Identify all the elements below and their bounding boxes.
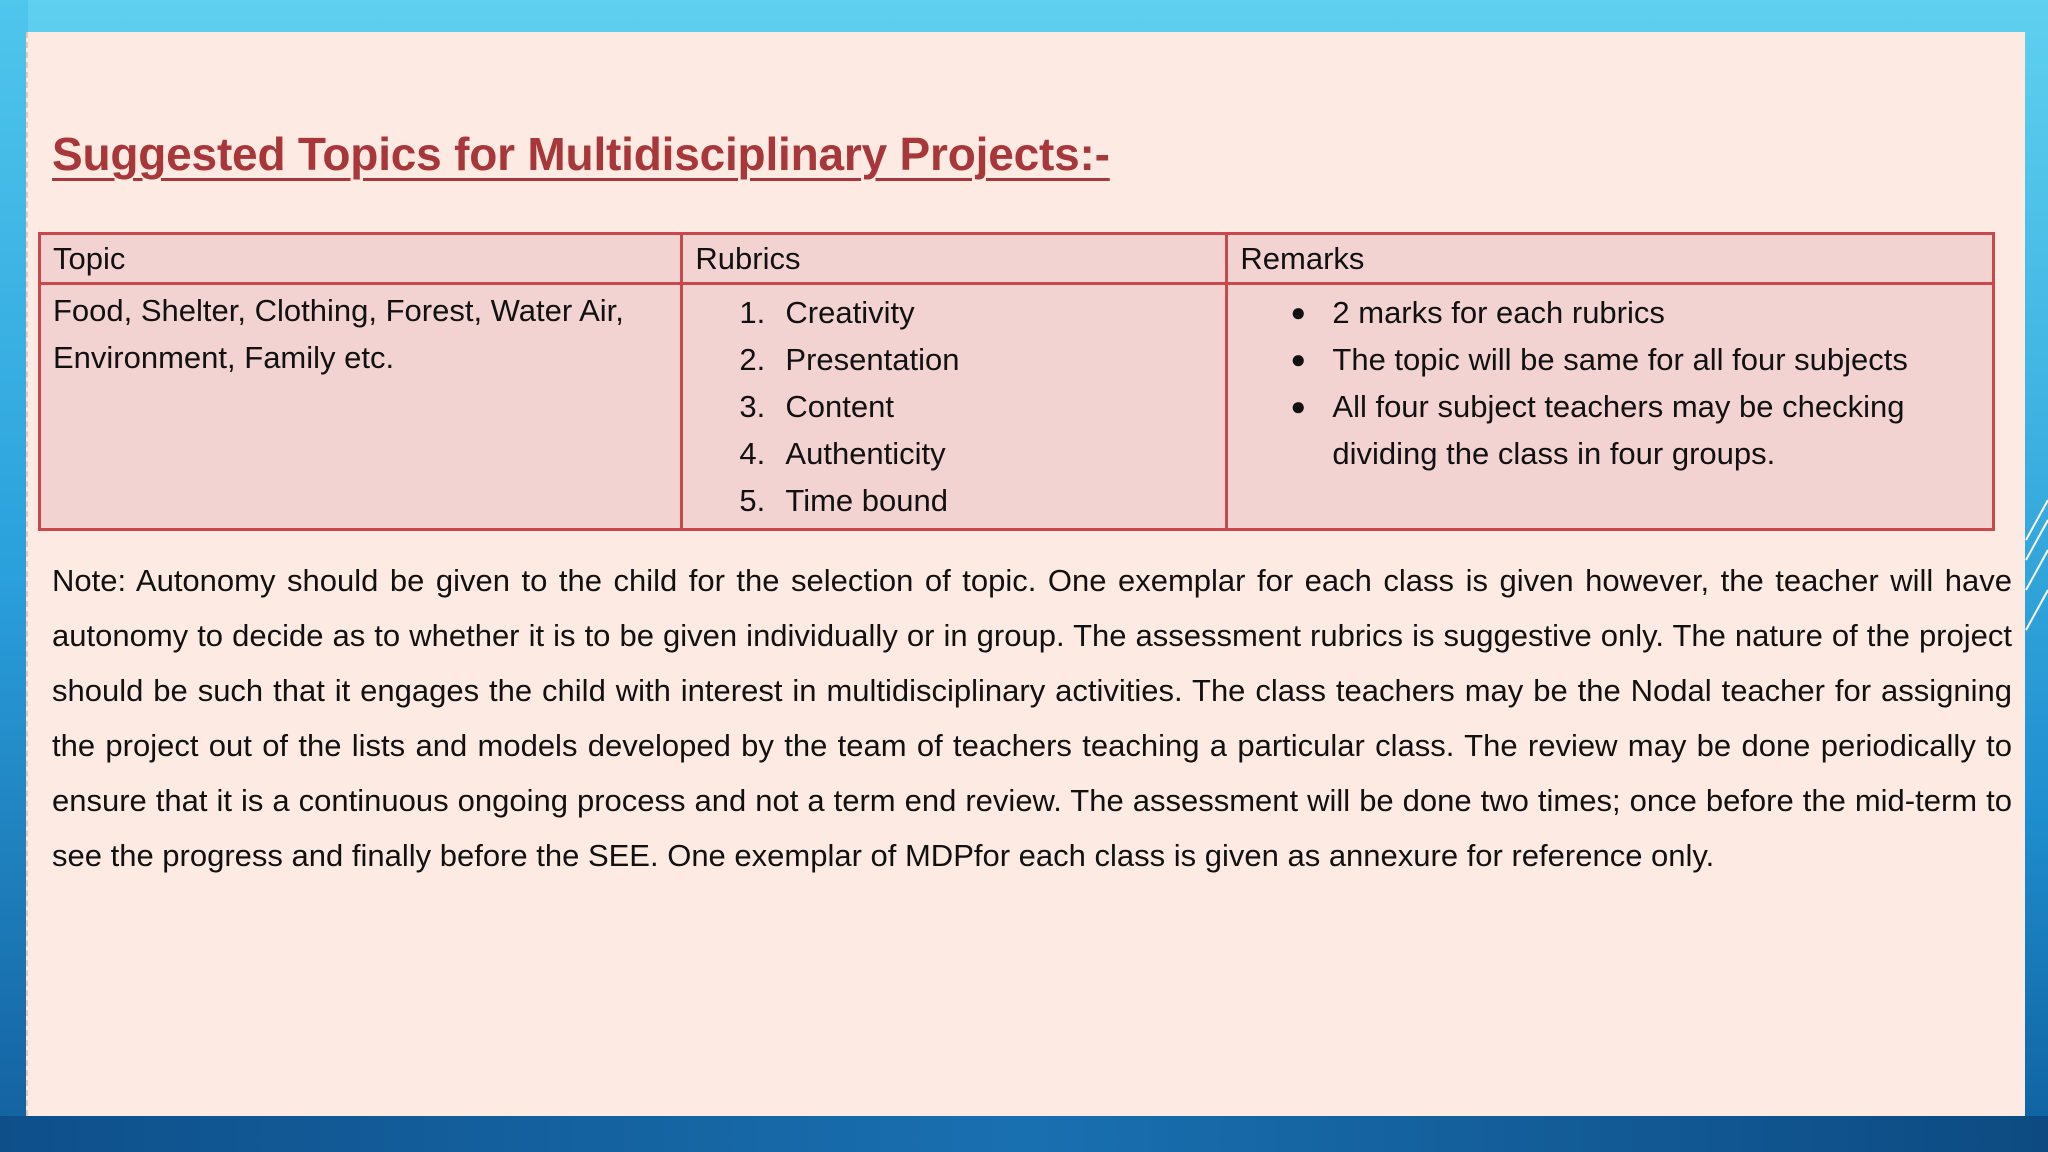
header-remarks: Remarks bbox=[1227, 234, 1994, 284]
header-topic: Topic bbox=[40, 234, 682, 284]
bullet-icon: ● bbox=[1290, 391, 1307, 421]
rubrics-list bbox=[695, 289, 1213, 524]
rubrics-cell bbox=[682, 284, 1227, 530]
table-row bbox=[40, 284, 1994, 530]
bullet-icon: ● bbox=[1290, 297, 1307, 327]
list-item bbox=[739, 430, 1213, 477]
remarks-list bbox=[1240, 289, 1980, 477]
rubric-text: Creativity bbox=[785, 295, 915, 330]
remark-text: All four subject teachers may be checking dividing the class in four groups. bbox=[1332, 389, 1905, 471]
remarks-cell bbox=[1227, 284, 1994, 530]
rubric-text: Presentation bbox=[785, 342, 960, 377]
list-item bbox=[1290, 336, 1980, 383]
topics-table bbox=[38, 232, 1995, 531]
rubric-text: Time bound bbox=[785, 483, 948, 518]
list-item bbox=[739, 477, 1213, 524]
remark-text: The topic will be same for all four subjects bbox=[1332, 342, 1908, 377]
list-item bbox=[739, 383, 1213, 430]
list-item bbox=[739, 336, 1213, 383]
list-number: 4. bbox=[739, 436, 766, 471]
rubric-text: Content bbox=[785, 389, 894, 424]
left-accent-strip bbox=[0, 0, 28, 1152]
list-item bbox=[1290, 383, 1980, 477]
table-header-row bbox=[40, 234, 1994, 284]
list-number: 1. bbox=[739, 295, 766, 330]
slide bbox=[26, 32, 2025, 1116]
topic-cell: Food, Shelter, Clothing, Forest, Water Air, Environment, Family etc. bbox=[40, 284, 682, 530]
list-item bbox=[1290, 289, 1980, 336]
note-paragraph: Note: Autonomy should be given to the child for the selection of topic. One exemplar for each class is given however, the teacher will have autonomy to decide as to whether it is to be given individually or in group. The assessment rubrics is suggestive only. The nature of the project should be such that it engages the child with interest in multidisciplinary activities. The class teachers may be the Nodal teacher for assigning the project out of the lists and models developed by the team of teachers teaching a particular class. The review may be done periodically to ensure that it is a continuous ongoing process and not a term end review. The assessment will be done two times; once before the mid-term to see the progress and finally before the SEE. One exemplar of MDPfor each class is given as annexure for reference only. bbox=[52, 563, 2012, 873]
list-number: 3. bbox=[739, 389, 766, 424]
remark-text: 2 marks for each rubrics bbox=[1332, 295, 1665, 330]
list-number: 5. bbox=[739, 483, 766, 518]
header-rubrics: Rubrics bbox=[682, 234, 1227, 284]
list-number: 2. bbox=[739, 342, 766, 377]
decorative-lines-icon bbox=[2022, 480, 2048, 680]
list-item bbox=[739, 289, 1213, 336]
rubric-text: Authenticity bbox=[785, 436, 946, 471]
bullet-icon: ● bbox=[1290, 344, 1307, 374]
bottom-accent-band bbox=[0, 1116, 2048, 1152]
slide-title: Suggested Topics for Multidisciplinary Projects:- bbox=[52, 128, 1110, 180]
